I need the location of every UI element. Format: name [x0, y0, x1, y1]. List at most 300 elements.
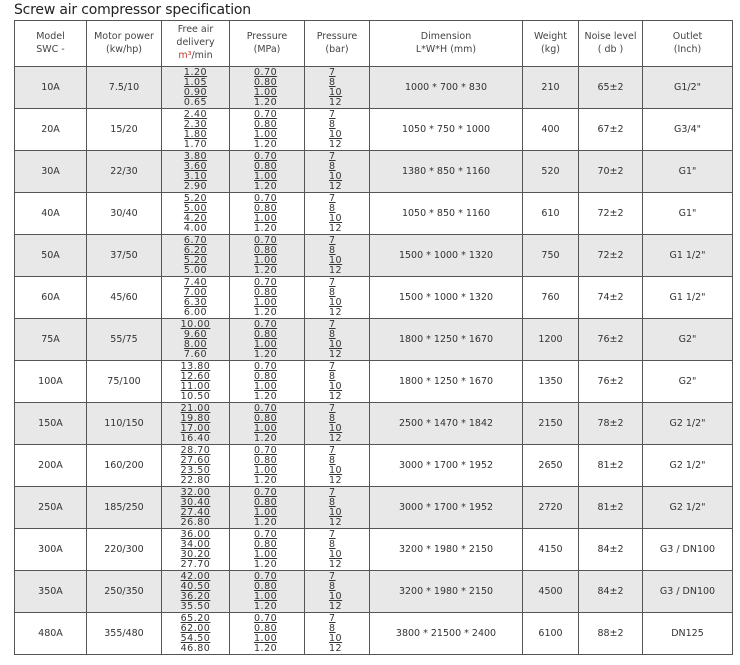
- motor-power-cell: 75/100: [87, 361, 162, 403]
- model-cell: 40A: [15, 193, 87, 235]
- header-outlet-label: Outlet: [672, 30, 703, 42]
- free-air-cell-value: 12.60: [180, 370, 211, 382]
- header-noise-label: Noise level: [584, 30, 637, 42]
- header-noise: [579, 21, 643, 67]
- free-air-cell-value: 16.40: [180, 433, 211, 444]
- pressure-mpa-cell-value: 1.00: [254, 297, 278, 309]
- noise-level-cell: 78±2: [579, 403, 643, 445]
- free-air-cell-value: 22.80: [180, 475, 211, 486]
- free-air-cell-value: 3.80: [183, 151, 208, 162]
- pressure-bar-cell-value: 8: [329, 328, 336, 340]
- pressure-bar-cell-value: 7: [329, 235, 336, 246]
- free-air-cell-value: 5.20: [183, 255, 208, 267]
- pressure-mpa-cell-value: 0.70: [254, 235, 278, 246]
- free-air-cell-value: 27.60: [180, 454, 211, 466]
- pressure-mpa-cell-value: 0.70: [254, 319, 278, 330]
- pressure-mpa-cell-value: 0.70: [254, 151, 278, 162]
- pressure-mpa-cell-value: 0.80: [254, 538, 278, 550]
- dimension-cell: 3200 * 1980 * 2150: [370, 529, 523, 571]
- header-motor-unit: (kw/hp): [106, 43, 142, 55]
- free-air-cell-value: 7.60: [183, 349, 208, 360]
- pressure-bar-cell-value: 10: [329, 339, 343, 351]
- pressure-mpa-cell-values: [230, 446, 304, 486]
- free-air-cell-value: 5.00: [183, 265, 208, 276]
- free-air-cell-value: 62.00: [180, 622, 211, 634]
- free-air-cell-value: 30.40: [180, 496, 211, 508]
- pressure-mpa-cell: [230, 151, 305, 193]
- header-pressure-mpa-unit: (MPa): [253, 43, 281, 55]
- motor-power-cell: 37/50: [87, 235, 162, 277]
- pressure-bar-cell-value: 12: [329, 517, 343, 528]
- pressure-mpa-cell-values: [230, 488, 304, 528]
- pressure-mpa-cell-value: 1.00: [254, 255, 278, 267]
- pressure-mpa-cell-value: 0.70: [254, 109, 278, 120]
- weight-cell: 2720: [523, 487, 579, 529]
- pressure-mpa-cell-value: 0.70: [254, 445, 278, 456]
- free-air-cell-value: 42.00: [180, 571, 211, 582]
- pressure-bar-cell-value: 10: [329, 423, 343, 435]
- pressure-bar-cell-values: [305, 110, 369, 150]
- free-air-cell: [162, 235, 230, 277]
- free-air-cell: [162, 109, 230, 151]
- pressure-mpa-cell-value: 0.70: [254, 529, 278, 540]
- pressure-bar-cell-values: [305, 194, 369, 234]
- pressure-mpa-cell: [230, 319, 305, 361]
- pressure-bar-cell-value: 8: [329, 580, 336, 592]
- model-cell: 200A: [15, 445, 87, 487]
- free-air-cell-value: 23.50: [180, 465, 211, 477]
- outlet-cell: G2": [643, 319, 733, 361]
- pressure-mpa-cell-value: 1.00: [254, 129, 278, 141]
- pressure-mpa-cell-value: 1.00: [254, 87, 278, 99]
- free-air-cell: [162, 487, 230, 529]
- noise-level-cell: 84±2: [579, 571, 643, 613]
- spec-table: [14, 20, 733, 655]
- pressure-mpa-cell-values: [230, 614, 304, 654]
- noise-level-cell: 88±2: [579, 613, 643, 655]
- free-air-cell-value: 40.50: [180, 580, 211, 592]
- pressure-bar-cell-value: 10: [329, 549, 343, 561]
- pressure-bar-cell-value: 7: [329, 319, 336, 330]
- header-free-air-unit: [162, 50, 229, 63]
- weight-cell: 4150: [523, 529, 579, 571]
- pressure-mpa-cell-values: [230, 110, 304, 150]
- dimension-cell: 1500 * 1000 * 1320: [370, 277, 523, 319]
- outlet-cell: G1": [643, 193, 733, 235]
- pressure-bar-cell-value: 7: [329, 403, 336, 414]
- pressure-bar-cell-value: 7: [329, 109, 336, 120]
- outlet-cell: G2 1/2": [643, 403, 733, 445]
- pressure-mpa-cell: [230, 361, 305, 403]
- free-air-cell: [162, 403, 230, 445]
- header-weight: [523, 21, 579, 67]
- pressure-mpa-cell-values: [230, 68, 304, 108]
- free-air-cell-values: [162, 68, 229, 108]
- free-air-cell-values: [162, 278, 229, 318]
- free-air-cell-values: [162, 110, 229, 150]
- pressure-bar-cell: [305, 277, 370, 319]
- pressure-mpa-cell-value: 0.70: [254, 613, 278, 624]
- free-air-cell-value: 3.10: [183, 171, 208, 183]
- header-free-air-unit-m3: m³: [178, 49, 192, 61]
- pressure-mpa-cell: [230, 235, 305, 277]
- table-row: [15, 277, 733, 319]
- dimension-cell: 1050 * 750 * 1000: [370, 109, 523, 151]
- model-cell: 10A: [15, 67, 87, 109]
- header-pressure-mpa: [230, 21, 305, 67]
- free-air-cell-value: 0.65: [183, 97, 208, 108]
- pressure-mpa-cell: [230, 445, 305, 487]
- pressure-bar-cell-value: 8: [329, 538, 336, 550]
- pressure-mpa-cell-value: 1.00: [254, 465, 278, 477]
- table-row: [15, 529, 733, 571]
- outlet-cell: G1/2": [643, 67, 733, 109]
- pressure-bar-cell: [305, 487, 370, 529]
- pressure-mpa-cell-value: 0.80: [254, 244, 278, 256]
- pressure-mpa-cell-value: 1.20: [254, 223, 278, 234]
- pressure-bar-cell-values: [305, 530, 369, 570]
- pressure-bar-cell-value: 10: [329, 87, 343, 99]
- outlet-cell: G3 / DN100: [643, 529, 733, 571]
- motor-power-cell: 45/60: [87, 277, 162, 319]
- pressure-bar-cell-values: [305, 152, 369, 192]
- pressure-mpa-cell-values: [230, 194, 304, 234]
- model-cell: 250A: [15, 487, 87, 529]
- header-free-air-label2: delivery: [176, 37, 215, 49]
- pressure-bar-cell-value: 10: [329, 297, 343, 309]
- pressure-bar-cell-value: 7: [329, 445, 336, 456]
- free-air-cell-value: 17.00: [180, 423, 211, 435]
- noise-level-cell: 74±2: [579, 277, 643, 319]
- model-cell: 30A: [15, 151, 87, 193]
- free-air-cell-value: 13.80: [180, 361, 211, 372]
- free-air-cell-value: 4.00: [183, 223, 208, 234]
- noise-level-cell: 65±2: [579, 67, 643, 109]
- pressure-bar-cell-values: [305, 446, 369, 486]
- pressure-mpa-cell-value: 1.00: [254, 171, 278, 183]
- weight-cell: 760: [523, 277, 579, 319]
- pressure-mpa-cell-value: 0.80: [254, 496, 278, 508]
- free-air-cell-value: 36.20: [180, 591, 211, 603]
- dimension-cell: 1380 * 850 * 1160: [370, 151, 523, 193]
- pressure-bar-cell-value: 7: [329, 277, 336, 288]
- pressure-mpa-cell-value: 0.80: [254, 160, 278, 172]
- free-air-cell-value: 35.50: [180, 601, 211, 612]
- pressure-mpa-cell-value: 1.20: [254, 391, 278, 402]
- motor-power-cell: 30/40: [87, 193, 162, 235]
- noise-level-cell: 84±2: [579, 529, 643, 571]
- free-air-cell-value: 27.70: [180, 559, 211, 570]
- weight-cell: 2150: [523, 403, 579, 445]
- pressure-bar-cell-values: [305, 320, 369, 360]
- free-air-cell-value: 32.00: [180, 487, 211, 498]
- free-air-cell-value: 6.30: [183, 297, 208, 309]
- free-air-cell: [162, 529, 230, 571]
- pressure-bar-cell-values: [305, 572, 369, 612]
- motor-power-cell: 15/20: [87, 109, 162, 151]
- header-outlet: [643, 21, 733, 67]
- dimension-cell: 1050 * 850 * 1160: [370, 193, 523, 235]
- dimension-cell: 1800 * 1250 * 1670: [370, 319, 523, 361]
- free-air-cell-value: 2.90: [183, 181, 208, 192]
- pressure-bar-cell-value: 7: [329, 613, 336, 624]
- pressure-mpa-cell-value: 0.70: [254, 277, 278, 288]
- pressure-bar-cell: [305, 361, 370, 403]
- header-dimension-unit: L*W*H (mm): [415, 43, 477, 55]
- dimension-cell: 1500 * 1000 * 1320: [370, 235, 523, 277]
- pressure-mpa-cell-value: 0.70: [254, 361, 278, 372]
- pressure-mpa-cell-value: 1.20: [254, 349, 278, 360]
- header-pressure-bar-unit: (bar): [325, 43, 349, 55]
- motor-power-cell: 110/150: [87, 403, 162, 445]
- outlet-cell: G2 1/2": [643, 487, 733, 529]
- pressure-bar-cell: [305, 613, 370, 655]
- weight-cell: 1350: [523, 361, 579, 403]
- pressure-bar-cell: [305, 151, 370, 193]
- free-air-cell-values: [162, 488, 229, 528]
- header-outlet-unit: (Inch): [673, 43, 702, 55]
- motor-power-cell: 185/250: [87, 487, 162, 529]
- pressure-mpa-cell: [230, 571, 305, 613]
- pressure-mpa-cell-value: 0.70: [254, 403, 278, 414]
- motor-power-cell: 220/300: [87, 529, 162, 571]
- pressure-bar-cell-value: 8: [329, 202, 336, 214]
- pressure-mpa-cell-value: 1.00: [254, 507, 278, 519]
- free-air-cell-value: 5.20: [183, 193, 208, 204]
- free-air-cell-value: 5.00: [183, 202, 208, 214]
- pressure-bar-cell-value: 8: [329, 622, 336, 634]
- pressure-mpa-cell-value: 1.20: [254, 265, 278, 276]
- weight-cell: 2650: [523, 445, 579, 487]
- table-row: [15, 193, 733, 235]
- dimension-cell: 1000 * 700 * 830: [370, 67, 523, 109]
- free-air-cell: [162, 361, 230, 403]
- table-row: [15, 571, 733, 613]
- pressure-bar-cell-value: 8: [329, 370, 336, 382]
- outlet-cell: G1": [643, 151, 733, 193]
- free-air-cell-value: 46.80: [180, 643, 211, 654]
- pressure-mpa-cell-value: 0.80: [254, 412, 278, 424]
- pressure-bar-cell-value: 10: [329, 633, 343, 645]
- free-air-cell-value: 0.90: [183, 87, 208, 99]
- pressure-mpa-cell-values: [230, 404, 304, 444]
- pressure-mpa-cell-value: 0.80: [254, 76, 278, 88]
- pressure-bar-cell-values: [305, 488, 369, 528]
- dimension-cell: 3000 * 1700 * 1952: [370, 445, 523, 487]
- pressure-mpa-cell-values: [230, 236, 304, 276]
- free-air-cell: [162, 613, 230, 655]
- pressure-mpa-cell: [230, 277, 305, 319]
- pressure-mpa-cell-values: [230, 572, 304, 612]
- free-air-cell: [162, 445, 230, 487]
- pressure-mpa-cell-value: 0.70: [254, 67, 278, 78]
- table-row: [15, 361, 733, 403]
- pressure-bar-cell: [305, 529, 370, 571]
- model-cell: 300A: [15, 529, 87, 571]
- free-air-cell-value: 10.00: [180, 319, 211, 330]
- outlet-cell: G2": [643, 361, 733, 403]
- motor-power-cell: 355/480: [87, 613, 162, 655]
- header-free-air: [162, 21, 230, 67]
- pressure-bar-cell-value: 7: [329, 529, 336, 540]
- header-noise-unit: ( db ): [597, 43, 624, 55]
- free-air-cell-value: 27.40: [180, 507, 211, 519]
- pressure-bar-cell-values: [305, 68, 369, 108]
- free-air-cell: [162, 319, 230, 361]
- pressure-bar-cell: [305, 193, 370, 235]
- pressure-mpa-cell-value: 1.00: [254, 633, 278, 645]
- free-air-cell: [162, 67, 230, 109]
- pressure-bar-cell-value: 12: [329, 433, 343, 444]
- pressure-mpa-cell-value: 0.80: [254, 580, 278, 592]
- header-model-label: Model: [36, 30, 65, 42]
- free-air-cell-value: 10.50: [180, 391, 211, 402]
- pressure-bar-cell-value: 12: [329, 601, 343, 612]
- header-weight-label: Weight: [533, 30, 568, 42]
- free-air-cell-value: 11.00: [180, 381, 211, 393]
- pressure-bar-cell: [305, 571, 370, 613]
- motor-power-cell: 160/200: [87, 445, 162, 487]
- pressure-mpa-cell: [230, 403, 305, 445]
- header-row: [15, 21, 733, 67]
- pressure-bar-cell-value: 12: [329, 181, 343, 192]
- pressure-bar-cell-value: 12: [329, 559, 343, 570]
- pressure-bar-cell-value: 12: [329, 475, 343, 486]
- pressure-bar-cell-value: 8: [329, 118, 336, 130]
- table-row: [15, 487, 733, 529]
- pressure-bar-cell-values: [305, 362, 369, 402]
- header-motor: [87, 21, 162, 67]
- pressure-mpa-cell-value: 1.00: [254, 591, 278, 603]
- pressure-bar-cell-values: [305, 614, 369, 654]
- free-air-cell-value: 1.70: [183, 139, 208, 150]
- pressure-bar-cell: [305, 235, 370, 277]
- table-row: [15, 613, 733, 655]
- weight-cell: 4500: [523, 571, 579, 613]
- noise-level-cell: 67±2: [579, 109, 643, 151]
- pressure-mpa-cell-value: 1.00: [254, 423, 278, 435]
- free-air-cell: [162, 571, 230, 613]
- pressure-bar-cell-value: 12: [329, 223, 343, 234]
- free-air-cell-values: [162, 320, 229, 360]
- noise-level-cell: 81±2: [579, 445, 643, 487]
- pressure-bar-cell-value: 8: [329, 454, 336, 466]
- header-pressure-bar: [305, 21, 370, 67]
- weight-cell: 610: [523, 193, 579, 235]
- pressure-bar-cell-value: 8: [329, 412, 336, 424]
- pressure-mpa-cell: [230, 193, 305, 235]
- pressure-mpa-cell-values: [230, 152, 304, 192]
- free-air-cell-value: 6.00: [183, 307, 208, 318]
- free-air-cell-value: 8.00: [183, 339, 208, 351]
- free-air-cell-value: 6.20: [183, 244, 208, 256]
- pressure-mpa-cell-value: 1.20: [254, 601, 278, 612]
- pressure-bar-cell-values: [305, 278, 369, 318]
- pressure-bar-cell-value: 7: [329, 571, 336, 582]
- pressure-mpa-cell: [230, 613, 305, 655]
- pressure-bar-cell: [305, 319, 370, 361]
- motor-power-cell: 7.5/10: [87, 67, 162, 109]
- page-title: Screw air compressor specification: [14, 2, 251, 18]
- pressure-mpa-cell-value: 1.20: [254, 139, 278, 150]
- outlet-cell: G2 1/2": [643, 445, 733, 487]
- free-air-cell-values: [162, 572, 229, 612]
- free-air-cell-value: 26.80: [180, 517, 211, 528]
- pressure-mpa-cell: [230, 67, 305, 109]
- model-cell: 75A: [15, 319, 87, 361]
- pressure-bar-cell-values: [305, 236, 369, 276]
- pressure-mpa-cell-value: 0.80: [254, 454, 278, 466]
- header-pressure-bar-label: Pressure: [316, 30, 358, 42]
- pressure-bar-cell-value: 8: [329, 244, 336, 256]
- pressure-bar-cell-value: 7: [329, 361, 336, 372]
- pressure-mpa-cell-value: 1.00: [254, 213, 278, 225]
- pressure-bar-cell-value: 10: [329, 255, 343, 267]
- header-model: [15, 21, 87, 67]
- free-air-cell-value: 36.00: [180, 529, 211, 540]
- header-weight-unit: (kg): [541, 43, 560, 55]
- table-row: [15, 67, 733, 109]
- free-air-cell-value: 1.20: [183, 67, 208, 78]
- pressure-bar-cell-value: 10: [329, 171, 343, 183]
- model-cell: 100A: [15, 361, 87, 403]
- motor-power-cell: 22/30: [87, 151, 162, 193]
- outlet-cell: DN125: [643, 613, 733, 655]
- pressure-mpa-cell-values: [230, 362, 304, 402]
- outlet-cell: G1 1/2": [643, 277, 733, 319]
- table-row: [15, 109, 733, 151]
- pressure-mpa-cell-value: 1.20: [254, 97, 278, 108]
- free-air-cell-values: [162, 152, 229, 192]
- free-air-cell-value: 4.20: [183, 213, 208, 225]
- pressure-bar-cell-value: 10: [329, 591, 343, 603]
- free-air-cell-values: [162, 614, 229, 654]
- pressure-bar-cell: [305, 109, 370, 151]
- free-air-cell-value: 30.20: [180, 549, 211, 561]
- pressure-bar-cell-value: 10: [329, 213, 343, 225]
- model-cell: 150A: [15, 403, 87, 445]
- dimension-cell: 1800 * 1250 * 1670: [370, 361, 523, 403]
- model-cell: 60A: [15, 277, 87, 319]
- pressure-bar-cell-value: 10: [329, 465, 343, 477]
- header-motor-label: Motor power: [94, 30, 154, 42]
- noise-level-cell: 76±2: [579, 319, 643, 361]
- pressure-bar-cell-value: 12: [329, 307, 343, 318]
- free-air-cell-values: [162, 446, 229, 486]
- pressure-mpa-cell-value: 0.80: [254, 622, 278, 634]
- header-free-air-unit-min: /min: [191, 49, 213, 61]
- pressure-mpa-cell-value: 0.80: [254, 202, 278, 214]
- model-cell: 480A: [15, 613, 87, 655]
- header-model-sub: SWC -: [36, 43, 65, 55]
- model-cell: 20A: [15, 109, 87, 151]
- free-air-cell-value: 28.70: [180, 445, 211, 456]
- pressure-mpa-cell-value: 0.80: [254, 370, 278, 382]
- pressure-mpa-cell-value: 1.00: [254, 339, 278, 351]
- table-row: [15, 151, 733, 193]
- pressure-mpa-cell-value: 1.20: [254, 475, 278, 486]
- pressure-bar-cell: [305, 67, 370, 109]
- pressure-mpa-cell-value: 0.80: [254, 118, 278, 130]
- free-air-cell: [162, 277, 230, 319]
- free-air-cell-value: 7.40: [183, 277, 208, 288]
- motor-power-cell: 250/350: [87, 571, 162, 613]
- pressure-mpa-cell-values: [230, 530, 304, 570]
- pressure-bar-cell-value: 7: [329, 487, 336, 498]
- free-air-cell-value: 9.60: [183, 328, 208, 340]
- pressure-mpa-cell: [230, 529, 305, 571]
- pressure-mpa-cell-value: 0.70: [254, 571, 278, 582]
